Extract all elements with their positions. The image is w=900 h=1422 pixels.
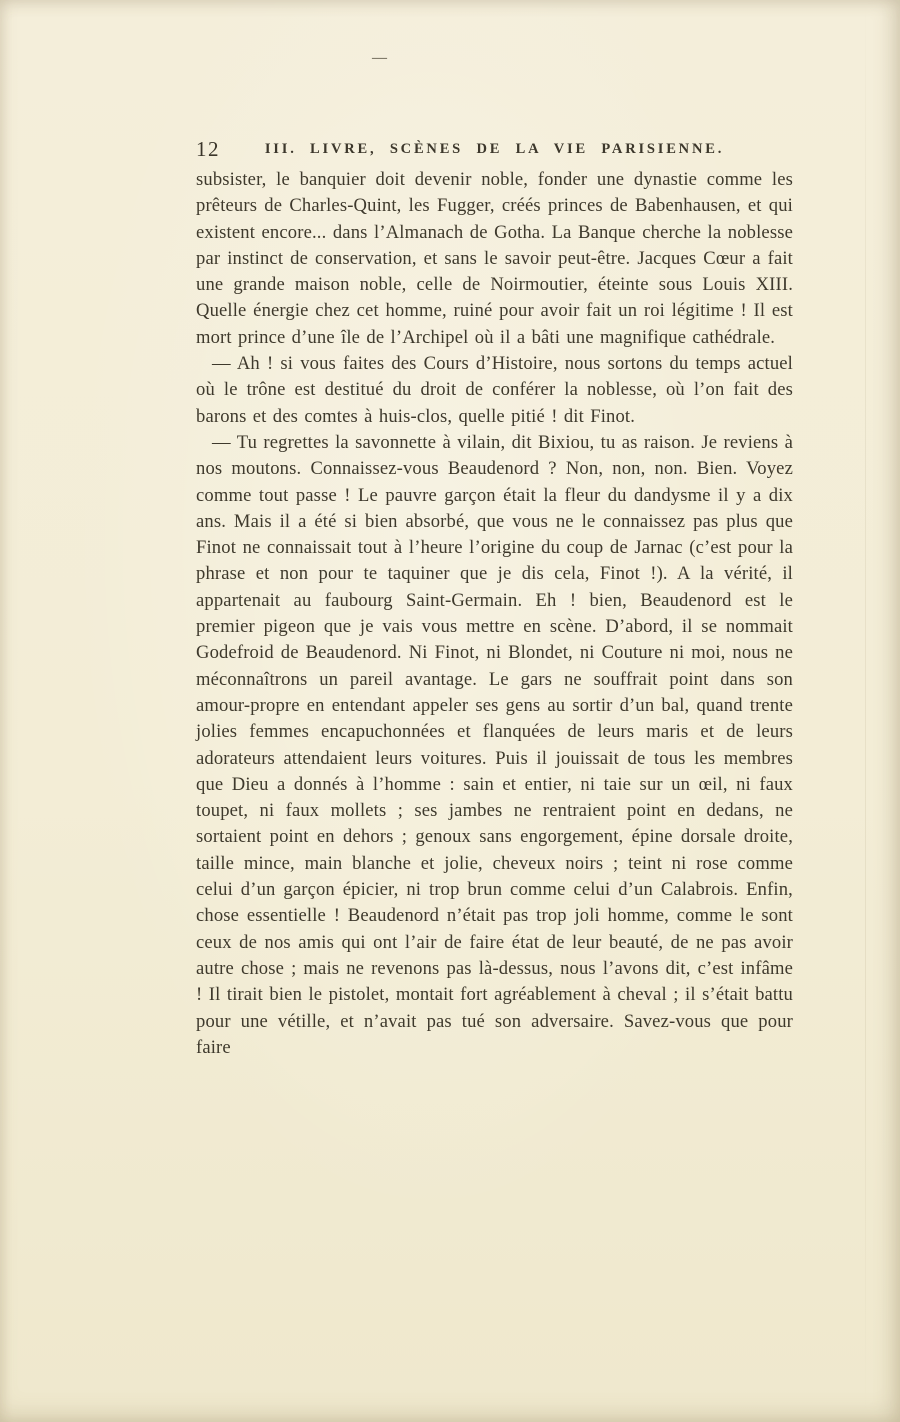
paragraph: — Ah ! si vous faites des Cours d’Histoire, nous sortons du temps actuel où le trône est destitué du droit de conférer la noblesse, où l’on fait des barons et des comtes à huis-clos, quelle pitié ! dit Finot. xyxy=(196,353,793,427)
paragraph: — Tu regrettes la savonnette à vilain, dit Bixiou, tu as raison. Je reviens à nos moutons. Connaissez-vous Beaudenord ? Non, non, non. Bien. Voyez comme tout passe ! Le pauvre garçon était la fleur du dandysme il y a dix ans. Mais il a été si bien absorbé, que vous ne le connaissez pas plus que Finot ne connaissait tout à l’heure l’origine du coup de Jarnac (c’est pour la phrase et non pour te taquiner que je dis cela, Finot !). A la vérité, il appartenait au faubourg Saint-Germain. Eh ! bien, Beaudenord est le premier pigeon que je vais vous mettre en scène. D’abord, il se nommait Godefroid de Beaudenord. Ni Finot, ni Blondet, ni Couture ni moi, nous ne méconnaîtrons un pareil avantage. Le gars ne souffrait point dans son amour-propre en entendant appeler ses gens au sortir d’un bal, quand trente jolies femmes encapuchonnées et flanquées de leurs maris et de leurs adorateurs attendaient leurs voitures. Puis il jouissait de tous les membres que Dieu a donnés à l’homme : sain et entier, ni taie sur un œil, ni faux toupet, ni faux mollets ; ses jambes ne rentraient point en dedans, ne sortaient point en dehors ; genoux sans engorgement, épine dorsale droite, taille mince, main blanche et jolie, cheveux noirs ; teint ni rose comme celui d’un garçon épicier, ni trop brun comme celui d’un Calabrois. Enfin, chose essentielle ! Beaudenord n’était pas trop joli homme, comme le sont ceux de nos amis qui ont l’air de faire état de leur beauté, de ne pas avoir autre chose ; mais ne revenons pas là-dessus, nous l’avons dit, c’est infâme ! Il tirait bien le pistolet, montait fort agréablement à cheval ; il s’était battu pour une vétille, et n’avait pas tué son adversaire. Savez-vous que pour faire xyxy=(196,431,793,1058)
paragraph: subsister, le banquier doit devenir noble, fonder une dynastie comme les prêteurs de Charles-Quint, les Fugger, créés princes de Babenhausen, et qui existent encore... dans l’Almanach de Gotha. La Banque cherche la noblesse par instinct de conservation, et sans le savoir peut-être. Jacques Cœur a fait une grande maison noble, celle de Noirmoutier, éteinte sous Louis XIII. Quelle énergie chez cet homme, ruiné pour avoir fait un roi légitime ! Il est mort prince d’une île de l’Archipel où il a bâti une magnifique cathédrale. xyxy=(196,169,793,348)
running-title: III. LIVRE, SCÈNES DE LA VIE PARISIENNE. xyxy=(264,141,725,157)
body-text xyxy=(196,167,793,1061)
page-header xyxy=(196,137,793,165)
page-edge-line xyxy=(865,0,866,1422)
page-number: 12 xyxy=(196,137,220,161)
top-mark: — xyxy=(372,50,387,66)
